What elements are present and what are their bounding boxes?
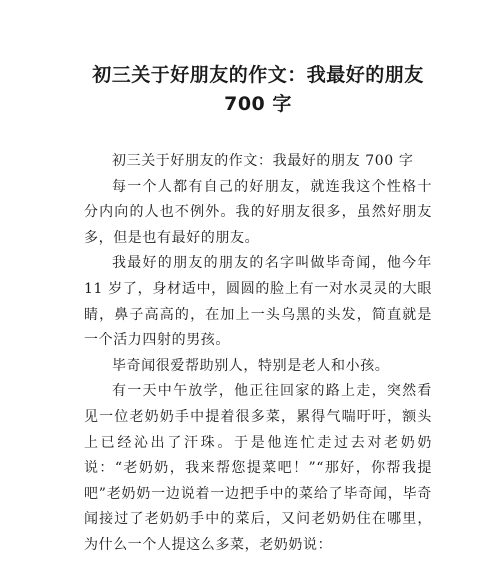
paragraph-intro: 每一个人都有自己的好朋友，就连我这个性格十分内向的人也不例外。我的好朋友很多，虽然好朋友多，但是也有最好的朋友。	[84, 178, 432, 246]
paragraph-story: 有一天中午放学，他正往回家的路上走，突然看见一位老奶奶手中提着很多菜，累得气喘吁吁，额头上已经沁出了汗珠。于是他连忙走过去对老奶奶说：“老奶奶，我来帮您提菜吧！”“那好，你帮我提吧”老奶奶一边说着一边把手中的菜给了毕奇闻，毕奇闻接过了老奶奶手中的菜后，又问老奶奶住在哪里，为什么一个人提这么多菜，老奶奶说：	[84, 383, 432, 553]
paragraph-helpful: 毕奇闻很爱帮助别人，特别是老人和小孩。	[112, 357, 390, 374]
article-body	[84, 149, 432, 559]
paragraph-description: 我最好的朋友的朋友的名字叫做毕奇闻，他今年 11 岁了，身材适中，圆圆的脸上有一对水灵灵的大眼睛，鼻子高高的，在加上一头乌黑的头发，简直就是一个活力四射的男孩。	[84, 255, 432, 349]
paragraph-subtitle: 初三关于好朋友的作文：我最好的朋友 700 字	[112, 153, 414, 169]
article-title: 初三关于好朋友的作文：我最好的朋友 700 字	[92, 64, 424, 115]
